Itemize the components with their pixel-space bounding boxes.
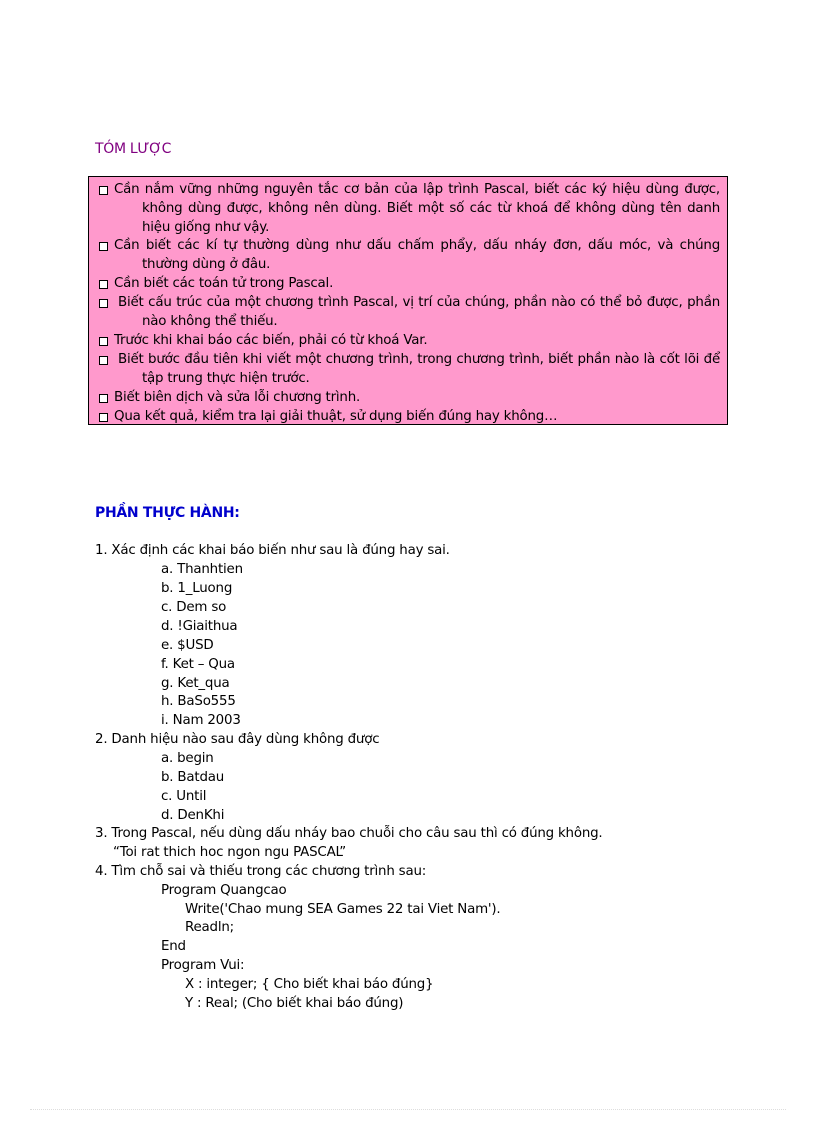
practice-heading: PHẦN THỰC HÀNH: (95, 505, 240, 521)
code-line: Program Vui: (161, 958, 245, 973)
q1-option: i. Nam 2003 (161, 713, 241, 728)
q1-option: h. BaSo555 (161, 694, 236, 709)
question-2: 2. Danh hiệu nào sau đây dùng không được (95, 732, 380, 747)
summary-item-2-line-2: thường dùng ở đâu. (142, 257, 271, 272)
summary-item-4-line-2: nào không thể thiếu. (142, 314, 278, 329)
q1-option: g. Ket_qua (161, 676, 230, 691)
checkbox-icon (99, 242, 108, 251)
summary-item-1-line-3: hiệu giống như vậy. (142, 220, 270, 235)
summary-item-8-line-1: Qua kết quả, kiểm tra lại giải thuật, sử dụng biến đúng hay không… (114, 409, 558, 424)
summary-item-7-line-1: Biết biên dịch và sửa lỗi chương trình. (114, 390, 361, 405)
code-line: Readln; (185, 920, 234, 935)
summary-item-6-line-2: tập trung thực hiện trước. (142, 371, 310, 386)
q2-option: a. begin (161, 751, 214, 766)
summary-heading: TÓM LƯỢC (95, 141, 172, 157)
code-line: Write('Chao mung SEA Games 22 tai Viet Nam'). (185, 902, 501, 917)
checkbox-icon (99, 413, 108, 422)
code-line: End (161, 939, 186, 954)
checkbox-icon (99, 337, 108, 346)
summary-item-4-line-1: Biết cấu trúc của một chương trình Pascal, vị trí của chúng, phần nào có thể bỏ được, phần (118, 295, 720, 310)
summary-box (88, 176, 728, 425)
summary-item-1-line-2: không dùng được, không nên dùng. Biết một số các từ khoá để không dùng tên danh (142, 201, 720, 216)
q1-option: e. $USD (161, 638, 214, 653)
checkbox-icon (99, 394, 108, 403)
summary-item-6-line-1: Biết bước đầu tiên khi viết một chương trình, trong chương trình, biết phần nào là cốt lõi để (118, 352, 720, 367)
summary-item-3-line-1: Cần biết các toán tử trong Pascal. (114, 276, 334, 291)
checkbox-icon (99, 356, 108, 365)
code-line: Program Quangcao (161, 883, 287, 898)
checkbox-icon (99, 280, 108, 289)
q1-option: d. !Giaithua (161, 619, 238, 634)
question-3: 3. Trong Pascal, nếu dùng dấu nháy bao chuỗi cho câu sau thì có đúng không. (95, 826, 603, 841)
checkbox-icon (99, 299, 108, 308)
summary-item-1-line-1: Cần nắm vững những nguyên tắc cơ bản của lập trình Pascal, biết các ký hiệu dùng được, (114, 182, 720, 197)
q1-option: b. 1_Luong (161, 581, 233, 596)
summary-item-2-line-1: Cần biết các kí tự thường dùng như dấu chấm phẩy, dấu nháy đơn, dấu móc, và chúng (114, 238, 720, 253)
checkbox-icon (99, 186, 108, 195)
q1-option: c. Dem so (161, 600, 227, 615)
code-line: X : integer; { Cho biết khai báo đúng} (185, 977, 434, 992)
question-4: 4. Tìm chỗ sai và thiếu trong các chương trình sau: (95, 864, 427, 879)
q1-option: f. Ket – Qua (161, 657, 235, 672)
q2-option: b. Batdau (161, 770, 225, 785)
q2-option: d. DenKhi (161, 808, 225, 823)
q1-option: a. Thanhtien (161, 562, 243, 577)
q2-option: c. Until (161, 789, 207, 804)
summary-item-5-line-1: Trước khi khai báo các biến, phải có từ khoá Var. (114, 333, 428, 348)
code-line: Y : Real; (Cho biết khai báo đúng) (185, 996, 404, 1011)
q3-quote: “Toi rat thich hoc ngon ngu PASCAL” (113, 845, 347, 860)
footer-rule (30, 1109, 786, 1110)
question-1: 1. Xác định các khai báo biến như sau là đúng hay sai. (95, 543, 450, 558)
